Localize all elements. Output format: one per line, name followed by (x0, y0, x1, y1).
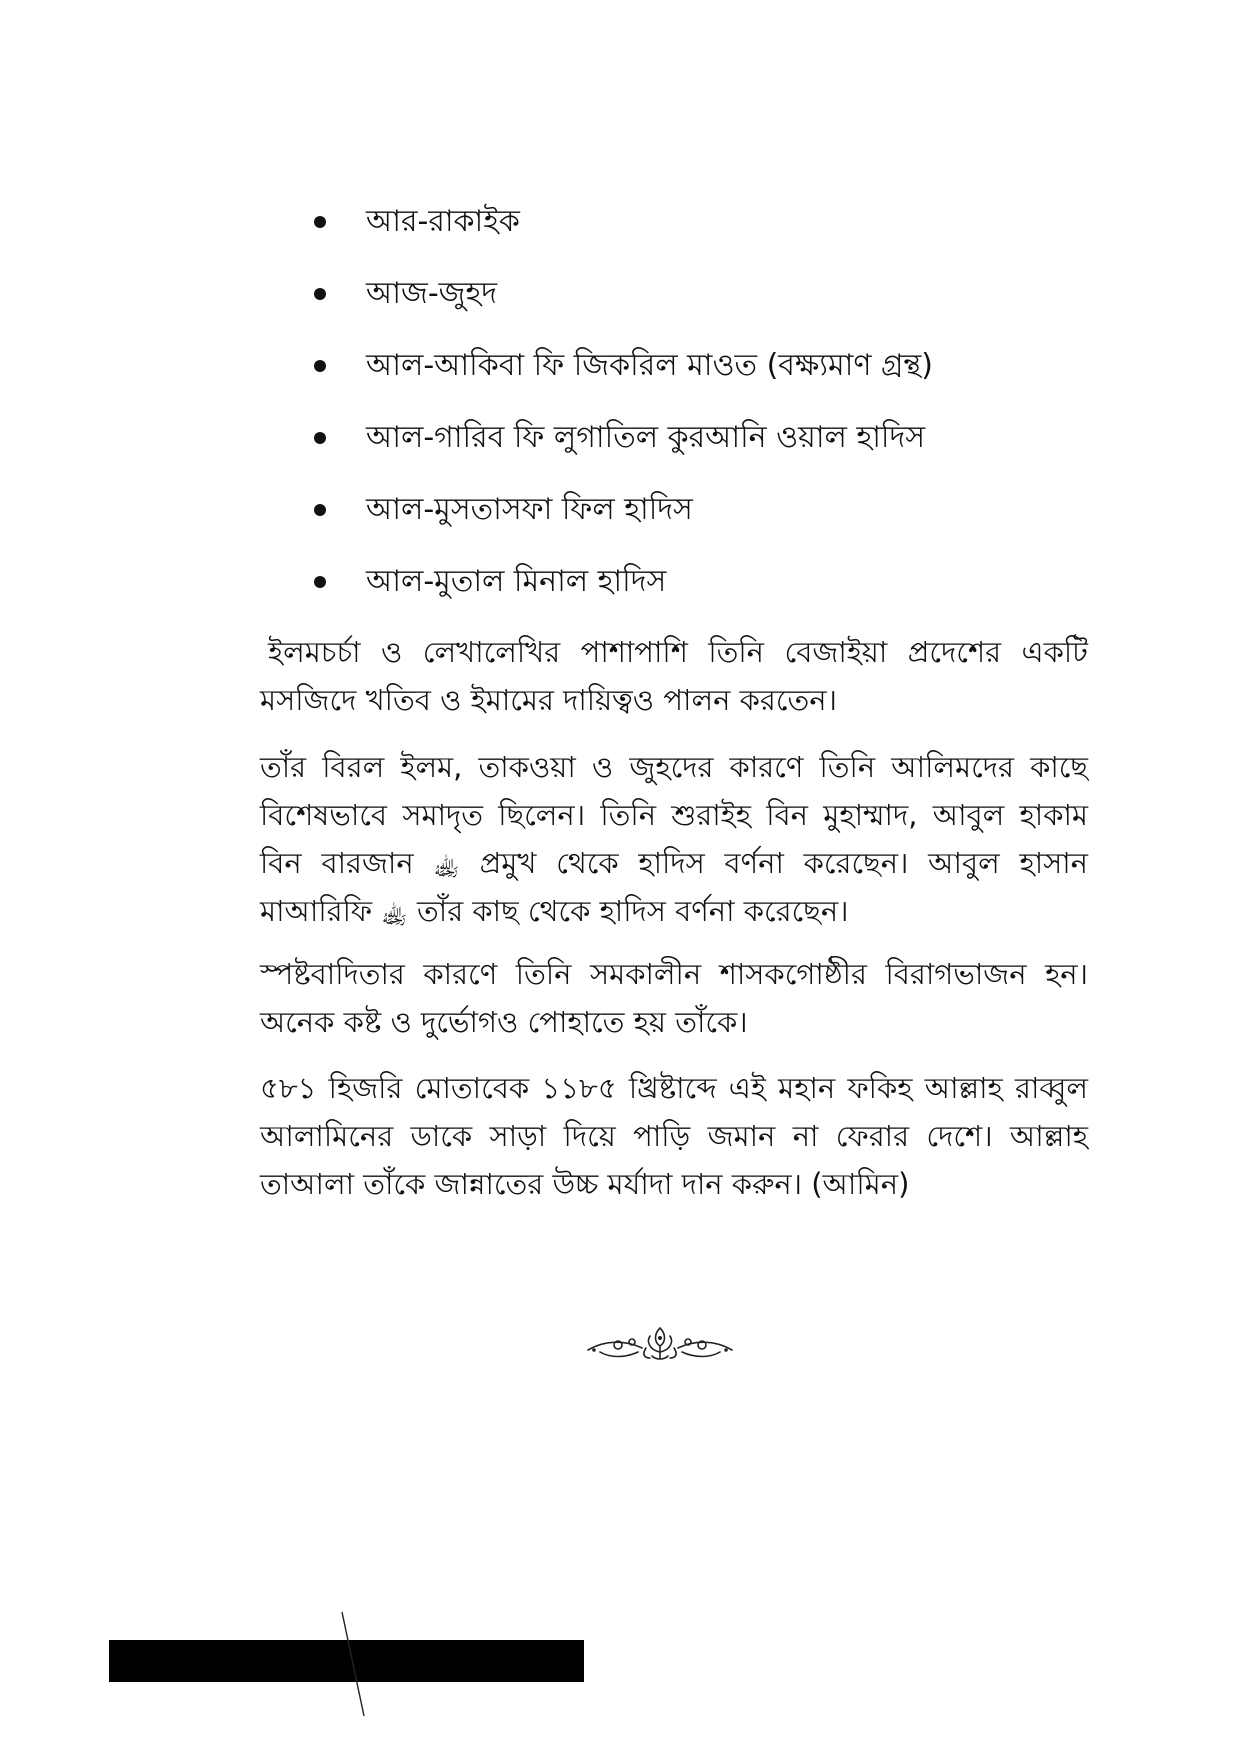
paragraph-scholarship: তাঁর বিরল ইলম, তাকওয়া ও জুহদের কারণে তিনি আলিমদের কাছে বিশেষভাবে সমাদৃত ছিলেন। তিনি শুরাইহ বিন মুহাম্মাদ, আবুল হাকাম বিন বারজান ﵀ প্রমুখ থেকে হাদিস বর্ণনা করেছেন। আবুল হাসান মাআরিফি ﵀ তাঁর কাছ থেকে হাদিস বর্ণনা করেছেন। (260, 750, 1088, 928)
book-title: আল-মুতাল মিনাল হাদিস (366, 564, 667, 599)
book-list (300, 196, 1100, 628)
book-title: আল-আকিবা ফি জিকরিল মাওত (বক্ষ্যমাণ গ্রন্থ) (366, 348, 933, 383)
list-item (300, 268, 1100, 340)
list-item (300, 484, 1100, 556)
bullet-icon (314, 216, 326, 228)
list-item (300, 556, 1100, 628)
bullet-icon (314, 288, 326, 300)
list-item (300, 340, 1100, 412)
list-item (300, 196, 1100, 268)
bullet-icon (314, 504, 326, 516)
book-title: আল-মুসতাসফা ফিল হাদিস (366, 492, 693, 527)
scan-line-mark (330, 1610, 370, 1720)
book-title: আজ-জুহদ (366, 276, 498, 311)
floral-divider-icon (580, 1318, 740, 1368)
paragraph-outspokenness: স্পষ্টবাদিতার কারণে তিনি সমকালীন শাসকগোষ্ঠীর বিরাগভাজন হন। অনেক কষ্ট ও দুর্ভোগও পোহাতে হয় তাঁকে। (260, 957, 1088, 1039)
bullet-icon (314, 576, 326, 588)
list-item (300, 412, 1100, 484)
bullet-icon (314, 432, 326, 444)
bullet-icon (314, 360, 326, 372)
book-title: আল-গারিব ফি লুগাতিল কুরআনি ওয়াল হাদিস (366, 420, 926, 455)
paragraph-death: ৫৮১ হিজরি মোতাবেক ১১৮৫ খ্রিষ্টাব্দে এই মহান ফকিহ আল্লাহ রাব্বুল আলামিনের ডাকে সাড়া দিয়ে পাড়ি জমান না ফেরার দেশে। আল্লাহ তাআলা তাঁকে জান্নাতের উচ্চ মর্যাদা দান করুন। (আমিন) (260, 1071, 1088, 1201)
paragraph-khatib-imam: ইলমচর্চা ও লেখালেখির পাশাপাশি তিনি বেজাইয়া প্রদেশের একটি মসজিদে খতিব ও ইমামের দায়িত্বও পালন করতেন। (260, 635, 1088, 717)
book-title: আর-রাকাইক (366, 204, 520, 239)
